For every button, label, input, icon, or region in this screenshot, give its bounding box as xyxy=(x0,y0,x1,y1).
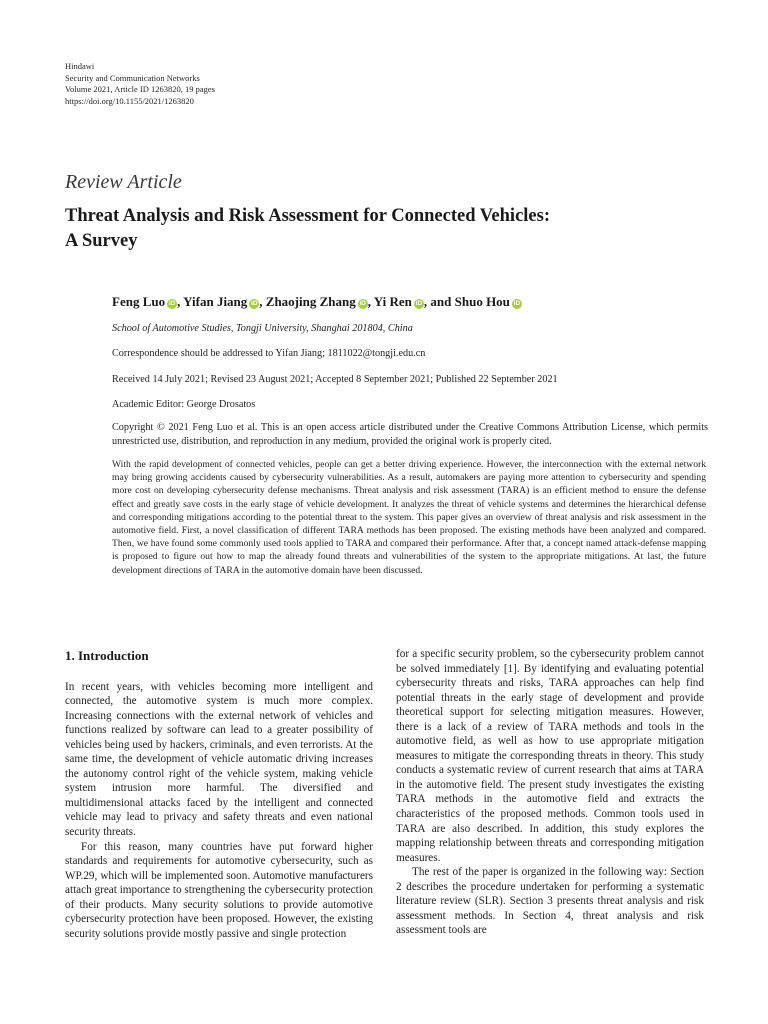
correspondence: Correspondence should be addressed to Yifan Jiang; 1811022@tongji.edu.cn xyxy=(112,348,426,359)
journal-header xyxy=(65,61,215,107)
affiliation: School of Automotive Studies, Tongji University, Shanghai 201804, China xyxy=(112,323,413,334)
author-name: , Yifan Jiang xyxy=(177,294,248,309)
body-paragraph: for a specific security problem, so the cybersecurity problem cannot be solved immediately [1]. By identifying and evaluating potential cybersecurity threats and risks, TARA approaches can help find potential threats in the early stage of development and provide theoretical support for selecting mitigation measures. However, there is a lack of a review of TARA methods and tools in the automotive field, as well as how to use appropriate mitigation measures to mitigate the corresponding threats in theory. This study conducts a systematic review of current research that aims at TARA in the automotive field. The present study investigates the existing TARA methods in the automotive field and extracts the characteristics of the proposed methods. Common tools used in TARA are also described. In addition, this study explores the mapping relationship between threats and corresponding mitigation measures. xyxy=(396,648,704,864)
orcid-icon[interactable]: iD xyxy=(359,300,366,307)
doi-link[interactable]: https://doi.org/10.1155/2021/1263820 xyxy=(65,95,194,106)
author-name: , Zhaojing Zhang xyxy=(259,294,356,309)
title-line-1: Threat Analysis and Risk Assessment for Connected Vehicles: xyxy=(65,206,550,226)
orcid-icon[interactable]: iD xyxy=(168,300,176,307)
journal-name: Security and Communication Networks xyxy=(65,72,200,83)
author-name: Feng Luo xyxy=(112,294,166,309)
abstract: With the rapid development of connected vehicles, people can get a better driving experience. However, the interconnection with the external network may bring growing accidents caused by cybersecurity vulnerabilities. As a result, automakers are paying more attention to cybersecurity and spending more cost on developing cybersecurity defense mechanisms. Threat analysis and risk assessment (TARA) is an efficient method to ensure the defense effect and greatly save costs in the early stage of vehicle development. It analyzes the threat of vehicle systems and determines the hierarchical defense and corresponding mitigations according to the potential threat to the system. This paper gives an overview of threat analysis and risk assessment in the automotive field. First, a novel classification of different TARA methods has been proposed. The existing methods have been analyzed and compared. Then, we have found some commonly used tools applied to TARA and compared their performance. After that, a concept named attack-defense mapping is proposed to figure out how to map the already found threats and vulnerabilities of the system to the appropriate mitigations. At last, the future development directions of TARA in the automotive domain have been discussed. xyxy=(112,459,706,576)
title-line-2: A Survey xyxy=(65,231,138,251)
orcid-icon[interactable]: iD xyxy=(513,300,521,307)
orcid-icon[interactable]: iD xyxy=(415,300,423,307)
author-name: , and Shuo Hou xyxy=(423,294,510,309)
author-name: , Yi Ren xyxy=(367,294,412,309)
orcid-icon[interactable]: iD xyxy=(251,300,258,307)
body-paragraph: For this reason, many countries have put forward higher standards and requirements for automotive cybersecurity, such as WP.29, which will be implemented soon. Automotive manufacturers attach great importance to strengthening the cybersecurity protection of their products. Many security solutions to provide automotive cybersecurity protection have been proposed. However, the existing security solutions provide mostly passive and single protection xyxy=(65,840,373,940)
body-column-right xyxy=(396,647,704,938)
author-list xyxy=(112,294,522,310)
publication-dates: Received 14 July 2021; Revised 23 August 2021; Accepted 8 September 2021; Published 22 September 2021 xyxy=(112,374,558,385)
copyright-notice: Copyright © 2021 Feng Luo et al. This is an open access article distributed under the Creative Commons Attribution License, which permits unrestricted use, distribution, and reproduction in any medium, provided the original work is properly cited. xyxy=(112,422,708,447)
publisher-name: Hindawi xyxy=(65,61,95,71)
article-type: Review Article xyxy=(65,171,182,193)
body-column-left xyxy=(65,647,373,941)
body-paragraph: In recent years, with vehicles becoming more intelligent and connected, the automotive system is much more complex. Increasing connections with the external network of vehicles and functions realized by software can lead to a greater possibility of vehicles being used by hackers, criminals, and even terrorists. At the same time, the development of vehicle automatic driving increases the autonomy control right of the vehicle system, making vehicle system intrusion more harmful. The diversified and multidimensional attacks faced by the intelligent and connected vehicle may lead to privacy and safety threats and even national security threats. xyxy=(65,680,373,839)
academic-editor: Academic Editor: George Drosatos xyxy=(112,399,256,410)
paper-title xyxy=(65,204,705,254)
body-paragraph: The rest of the paper is organized in the following way: Section 2 describes the procedure undertaken for performing a systematic literature review (SLR). Section 3 presents threat analysis and risk assessment methods. In Section 4, threat analysis and risk assessment tools are xyxy=(396,866,704,937)
section-heading: 1. Introduction xyxy=(65,648,149,663)
volume-info: Volume 2021, Article ID 1263820, 19 pages xyxy=(65,84,215,94)
